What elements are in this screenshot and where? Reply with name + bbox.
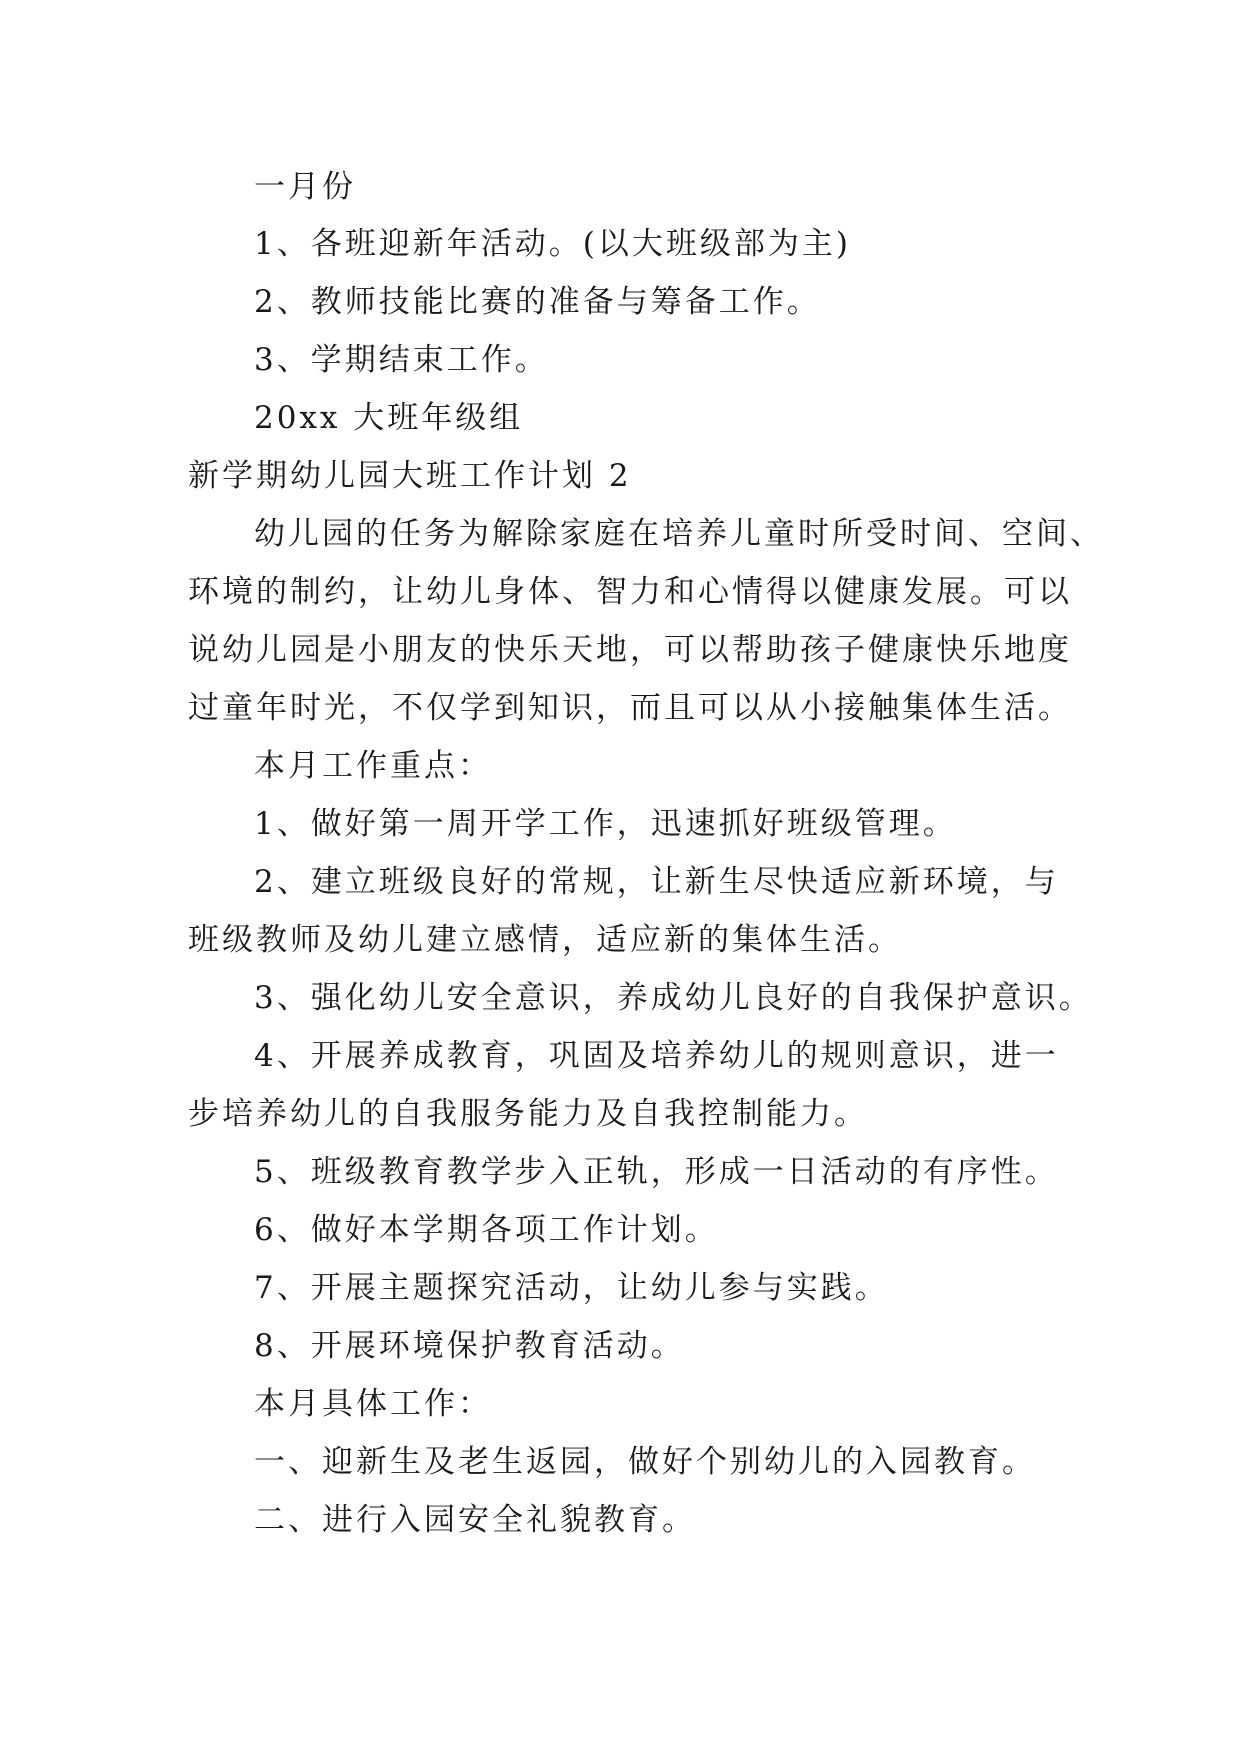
month-heading: 一月份 bbox=[254, 169, 356, 205]
subheading: 本月工作重点： bbox=[254, 748, 492, 784]
list-item: 2、建立班级良好的常规，让新生尽快适应新环境，与 bbox=[254, 864, 1059, 900]
subheading: 本月具体工作： bbox=[254, 1386, 492, 1422]
list-item: 8、开展环境保护教育活动。 bbox=[254, 1328, 685, 1364]
paragraph-line: 幼儿园的任务为解除家庭在培养儿童时所受时间、空间、 bbox=[254, 516, 1104, 552]
list-item: 7、开展主题探究活动，让幼儿参与实践。 bbox=[254, 1270, 889, 1306]
paragraph-line: 说幼儿园是小朋友的快乐天地，可以帮助孩子健康快乐地度 bbox=[188, 632, 1072, 668]
paragraph-line: 环境的制约，让幼儿身体、智力和心情得以健康发展。可以 bbox=[188, 574, 1072, 610]
paragraph-line: 2、教师技能比赛的准备与筹备工作。 bbox=[254, 284, 821, 320]
section-title: 新学期幼儿园大班工作计划 2 bbox=[188, 458, 632, 494]
list-item: 5、班级教育教学步入正轨，形成一日活动的有序性。 bbox=[254, 1154, 1059, 1190]
list-item-continuation: 步培养幼儿的自我服务能力及自我控制能力。 bbox=[188, 1096, 868, 1132]
list-item: 二、进行入园安全礼貌教育。 bbox=[254, 1502, 696, 1538]
list-item: 1、做好第一周开学工作，迅速抓好班级管理。 bbox=[254, 806, 957, 842]
list-item-continuation: 班级教师及幼儿建立感情，适应新的集体生活。 bbox=[188, 922, 902, 958]
paragraph-line: 3、学期结束工作。 bbox=[254, 342, 549, 378]
paragraph-line: 1、各班迎新年活动。(以大班级部为主) bbox=[254, 226, 851, 262]
signature-line: 20xx 大班年级组 bbox=[254, 400, 524, 436]
list-item: 4、开展养成教育，巩固及培养幼儿的规则意识，进一 bbox=[254, 1038, 1059, 1074]
list-item: 一、迎新生及老生返园，做好个别幼儿的入园教育。 bbox=[254, 1444, 1036, 1480]
list-item: 3、强化幼儿安全意识，养成幼儿良好的自我保护意识。 bbox=[254, 980, 1093, 1016]
paragraph-line: 过童年时光，不仅学到知识，而且可以从小接触集体生活。 bbox=[188, 690, 1072, 726]
list-item: 6、做好本学期各项工作计划。 bbox=[254, 1212, 719, 1248]
